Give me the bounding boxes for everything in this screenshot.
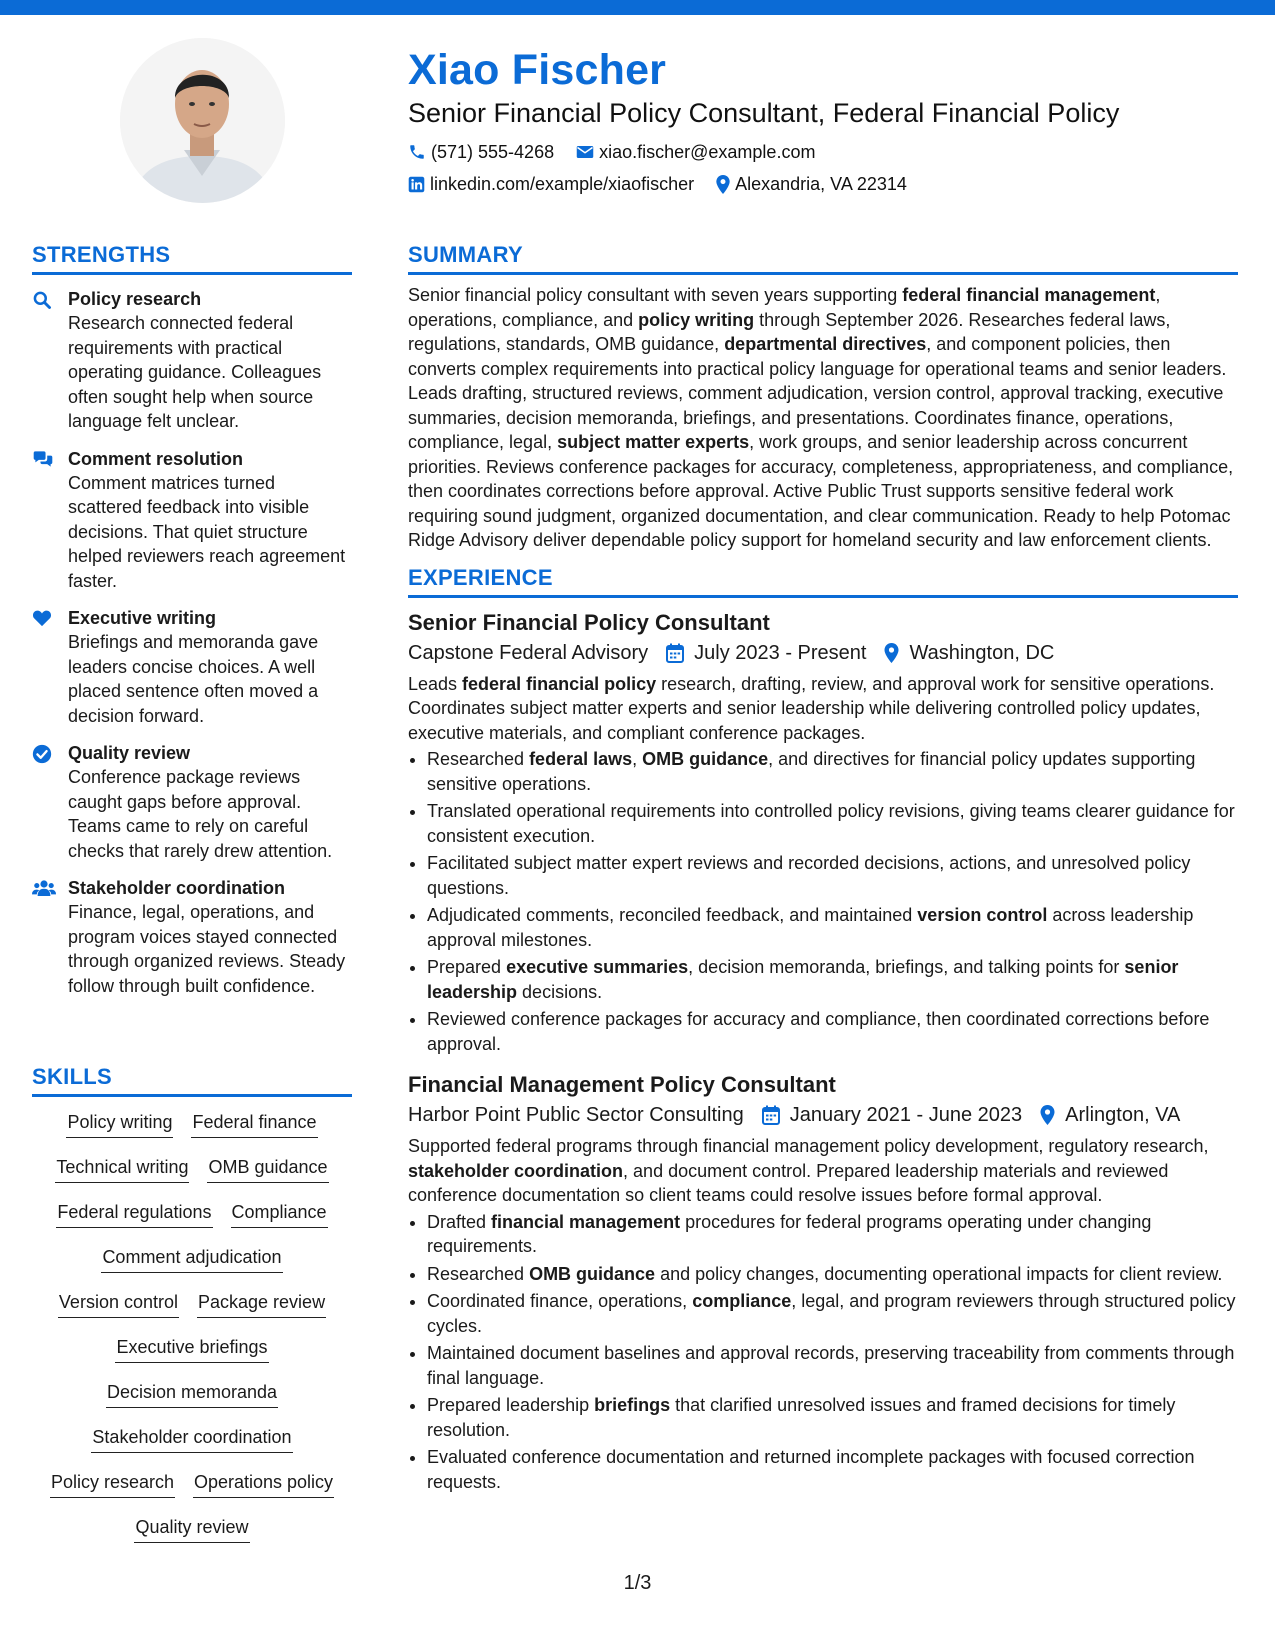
linkedin-icon [408, 176, 425, 193]
skill-row [32, 1290, 352, 1335]
phone-contact [408, 136, 554, 168]
resume-header [408, 44, 1248, 200]
experience-heading: EXPERIENCE [408, 564, 553, 590]
map-pin-icon [1040, 1105, 1055, 1125]
users-icon [32, 876, 68, 998]
job-company: Harbor Point Public Sector Consulting [408, 1104, 744, 1126]
skill-tag: Decision memoranda [106, 1380, 278, 1408]
job-bullet: • Prepared executive summaries, decision memoranda, briefings, and talking points for senior leadership decisions. [427, 955, 1238, 1004]
job-bullet: • Reviewed conference packages for accuracy and compliance, then coordinated corrections before approval. [427, 1007, 1238, 1056]
strength-description: Conference package reviews caught gaps before approval. Teams came to rely on careful checks that rarely drew attention. [68, 767, 333, 861]
job-bullet: • Maintained document baselines and approval records, preserving traceability from comments through final language. [427, 1341, 1238, 1390]
skill-tag: Executive briefings [115, 1335, 268, 1363]
map-pin-icon [884, 643, 899, 663]
job-bullet: • Researched OMB guidance and policy changes, documenting operational impacts for client review. [427, 1262, 1238, 1287]
job-bullet: • Researched federal laws, OMB guidance, and directives for financial policy updates supporting sensitive operations. [427, 747, 1238, 796]
strength-title: Quality review [68, 743, 191, 763]
job-bullet: • Prepared leadership briefings that clarified unresolved issues and framed decisions for timely resolution. [427, 1393, 1238, 1442]
location-contact [716, 168, 907, 200]
linkedin-url[interactable]: linkedin.com/example/xiaofischer [430, 174, 695, 194]
skill-row [32, 1425, 352, 1470]
job-title: Senior Financial Policy Consultant [408, 609, 770, 635]
calendar-icon [762, 1105, 780, 1125]
calendar-icon [666, 643, 684, 663]
strength-title: Comment resolution [68, 448, 244, 469]
section-divider [408, 272, 1238, 275]
summary-text: Senior financial policy consultant with seven years supporting federal financial management, operations, compliance, and policy writing through September 2026. Researches federal laws, regulations, standards, OMB guidance, departmental directives, and component policies, then converts complex requirements into practical policy language for operational teams and senior leaders. Leads drafting, structured reviews, comment adjudication, version control, approval tracking, executive summaries, decision memoranda, briefings, and presentations. Coordinates finance, operations, compliance, legal, subject matter experts, work groups, and senior leadership across concurrent priorities. Reviews conference packages for accuracy, completeness, appropriateness, and compliance, then coordinates corrections before approval. Active Public Trust supports sensitive federal work requiring sound judgment, organized documentation, and clear communication. Ready to help Potomac Ridge Advisory deliver dependable policy support for homeland security and law enforcement clients. [408, 285, 1234, 550]
job-dates: January 2021 - June 2023 [789, 1104, 1023, 1126]
job-meta [408, 1100, 1238, 1130]
skill-tag: Federal regulations [56, 1200, 212, 1228]
skills-list [32, 1110, 352, 1560]
strengths-list [32, 287, 352, 998]
section-divider [32, 272, 352, 275]
email-contact[interactable] [576, 136, 815, 168]
skill-row [32, 1245, 352, 1290]
job-bullet: • Translated operational requirements into controlled policy revisions, giving teams clearer guidance for consistent execution. [427, 799, 1238, 848]
top-accent-bar [0, 0, 1275, 15]
heart-icon [32, 606, 68, 728]
skill-tag: OMB guidance [207, 1155, 328, 1183]
map-pin-icon [716, 175, 730, 194]
contact-row-2 [408, 168, 1248, 200]
skill-tag: Compliance [231, 1200, 328, 1228]
skill-row [32, 1200, 352, 1245]
check-circle-icon [32, 741, 68, 863]
strengths-section [32, 240, 352, 998]
strength-description: Briefings and memoranda gave leaders concise choices. A well placed sentence often moved a decision forward. [68, 632, 319, 726]
strengths-heading: STRENGTHS [32, 242, 171, 267]
strength-description: Research connected federal requirements with practical operating guidance. Colleagues often sought help when source language felt unclear. [68, 313, 322, 431]
email-address[interactable]: xiao.fischer@example.com [599, 142, 816, 162]
profile-photo [120, 38, 285, 203]
strength-item [32, 606, 352, 728]
skill-tag: Technical writing [55, 1155, 189, 1183]
skill-tag: Policy writing [66, 1110, 173, 1138]
summary-heading: SUMMARY [408, 242, 523, 267]
skill-tag: Comment adjudication [101, 1245, 282, 1273]
job-bullet: • Facilitated subject matter expert reviews and recorded decisions, actions, and unresolved policy questions. [427, 851, 1238, 900]
candidate-name: Xiao Fischer [408, 46, 667, 94]
phone-icon [408, 143, 426, 161]
strength-item [32, 447, 352, 594]
section-divider [32, 1094, 352, 1097]
skill-tag: Package review [197, 1290, 326, 1318]
job-bullet: • Adjudicated comments, reconciled feedback, and maintained version control across leadership approval milestones. [427, 903, 1238, 952]
skill-tag: Quality review [134, 1515, 249, 1543]
phone-number: (571) 555-4268 [431, 142, 555, 162]
strength-item [32, 741, 352, 863]
job-entry [408, 1070, 1238, 1494]
contact-row-1 [408, 136, 1248, 168]
skills-heading: SKILLS [32, 1064, 113, 1089]
job-bullet: • Coordinated finance, operations, compliance, legal, and program reviewers through structured policy cycles. [427, 1289, 1238, 1338]
strength-item [32, 287, 352, 434]
summary-section [408, 240, 1238, 553]
jobs-list [408, 608, 1238, 1495]
skill-tag: Federal finance [191, 1110, 317, 1138]
section-divider [408, 595, 1238, 598]
skill-tag: Version control [58, 1290, 179, 1318]
strength-title: Executive writing [68, 608, 217, 628]
skill-row [32, 1110, 352, 1155]
skill-tag: Policy research [50, 1470, 175, 1498]
skill-row [32, 1335, 352, 1380]
skill-row [32, 1155, 352, 1200]
job-company: Capstone Federal Advisory [408, 641, 649, 664]
strength-item [32, 876, 352, 998]
job-location: Washington, DC [909, 641, 1055, 664]
search-icon [32, 287, 68, 434]
page-number: 1/3 [623, 1572, 652, 1594]
skills-section [32, 1062, 352, 1560]
main-column [408, 240, 1238, 1497]
job-location: Arlington, VA [1065, 1104, 1181, 1126]
strength-title: Stakeholder coordination [68, 878, 286, 898]
strength-description: Finance, legal, operations, and program voices stayed connected through organized reviews. Steady follow through built confidence. [68, 902, 346, 996]
skill-row [32, 1380, 352, 1425]
job-bullet: • Evaluated conference documentation and returned incomplete packages with focused correction requests. [427, 1445, 1238, 1494]
job-bullets [408, 1210, 1238, 1495]
skill-row [32, 1515, 352, 1560]
strength-description: Comment matrices turned scattered feedback into visible decisions. That quiet structure helped reviewers reach agreement faster. [68, 472, 346, 591]
comments-icon [32, 447, 68, 594]
job-description: Leads federal financial policy research, drafting, review, and approval work for sensitive operations. Coordinates subject matter experts and senior leadership while delivering controlled policy updates, executive materials, and compliant conference packages. [408, 673, 1215, 743]
job-dates: July 2023 - Present [694, 641, 867, 664]
experience-section [408, 563, 1238, 1495]
job-description: Supported federal programs through financial management policy development, regulatory research, stakeholder coordination, and document control. Prepared leadership materials and reviewed conference documentation so client teams could resolve issues before formal approval. [408, 1136, 1209, 1205]
skill-row [32, 1470, 352, 1515]
location-text: Alexandria, VA 22314 [735, 174, 907, 194]
linkedin-contact[interactable] [408, 168, 694, 200]
envelope-icon [576, 144, 594, 160]
skill-tag: Stakeholder coordination [91, 1425, 292, 1453]
job-title: Financial Management Policy Consultant [408, 1072, 836, 1097]
job-bullet: • Drafted financial management procedures for federal programs operating under changing requirements. [427, 1210, 1238, 1259]
job-bullets [408, 747, 1238, 1056]
strength-title: Policy research [68, 289, 202, 309]
candidate-headline: Senior Financial Policy Consultant, Federal Financial Policy [408, 98, 1120, 128]
job-meta [408, 638, 1238, 668]
job-entry [408, 608, 1238, 1057]
skill-tag: Operations policy [193, 1470, 334, 1498]
